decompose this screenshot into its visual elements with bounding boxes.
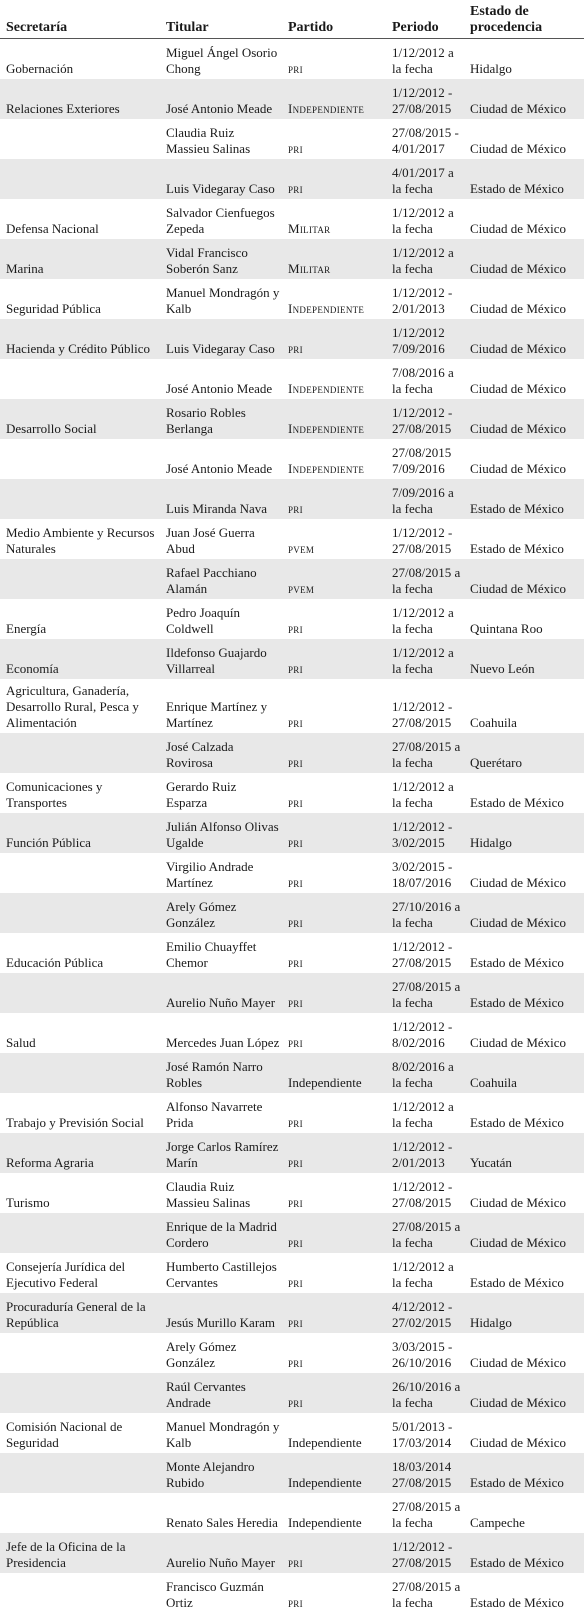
cell-titular: Emilio Chuayffet Chemor [166,939,257,970]
table-row [0,933,584,973]
cell-periodo: 18/03/2014 27/08/2015 [386,1453,464,1493]
cell-estado: Ciudad de México [464,559,584,599]
cell-secretaria: Desarrollo Social [0,399,160,439]
cell-secretaria [0,1333,160,1373]
cell-partido: pri [282,479,386,519]
cell-titular: Aurelio Nuño Mayer [160,973,282,1013]
cell-secretaria [0,119,160,159]
cell-estado: Ciudad de México [464,893,584,933]
cell-periodo: 27/08/2015 a la fecha [392,1579,461,1610]
cell-secretaria: Función Pública [0,813,160,853]
cell-estado: Estado de México [470,1595,564,1610]
cell-estado: Estado de México [470,541,564,556]
table-row [0,1213,584,1253]
cell-periodo: 1/12/2012 - 27/08/2015 [392,525,453,556]
cell-estado: Ciudad de México [470,141,567,156]
cell-partido: pri [288,1355,303,1370]
cell-periodo: 1/12/2012 - 2/01/2013 [392,285,453,316]
cell-secretaria [0,1573,160,1613]
cell-titular: Vidal Francisco Soberón Sanz [160,239,282,279]
cell-secretaria: Marina [0,239,160,279]
cell-estado: Yucatán [464,1133,584,1173]
table-row [0,399,584,439]
cell-periodo: 1/12/2012 - 8/02/2016 [392,1019,453,1050]
cell-secretaria: Agricultura, Ganadería, Desarrollo Rural, Pesca y Alimentación [6,683,139,730]
table-row [0,1373,584,1413]
table-row [0,1413,584,1453]
cell-partido: pri [282,813,386,853]
cell-titular: Pedro Joaquín Coldwell [166,605,241,636]
cell-periodo: 1/12/2012 a la fecha [392,779,454,810]
table-row [0,239,584,279]
cell-secretaria: Economía [0,639,160,679]
table-row [0,639,584,679]
cell-partido: pri [288,1275,303,1290]
cell-secretaria: Salud [6,1035,36,1050]
table-row [0,733,584,773]
table-row [0,1013,584,1053]
cell-periodo: 27/08/2015 7/09/2016 [392,445,452,476]
cell-titular: Mercedes Juan López [166,1035,280,1050]
cell-partido: Independiente [288,301,365,316]
cell-titular: Juan José Guerra Abud [166,525,255,556]
cell-secretaria [0,1213,160,1253]
cell-periodo: 27/08/2015 - 4/01/2017 [392,125,459,156]
cell-estado: Ciudad de México [470,1035,567,1050]
cell-periodo: 1/12/2012 - 27/08/2015 [386,399,464,439]
table-row [0,79,584,119]
cell-estado: Ciudad de México [470,301,567,316]
table-row [0,359,584,399]
cell-secretaria [0,733,160,773]
cell-estado: Ciudad de México [470,1355,567,1370]
table-row [0,1053,584,1093]
header-secretaria: Secretaría [0,0,160,39]
cell-estado: Estado de México [464,479,584,519]
cell-partido: Independiente [288,1515,362,1530]
table-row [0,599,584,639]
cell-periodo: 1/12/2012 7/09/2016 [386,319,464,359]
cell-estado: Ciudad de México [464,239,584,279]
cell-titular: Enrique Martínez y Martínez [166,699,268,730]
table-row [0,319,584,359]
cell-partido: pri [288,141,303,156]
cell-partido: Independiente [288,1435,362,1450]
cell-titular: Salvador Cienfuegos Zepeda [166,205,275,236]
cell-secretaria [0,159,160,199]
cell-periodo: 1/12/2012 a la fecha [392,45,454,76]
cell-partido: pri [282,639,386,679]
cell-periodo: 1/12/2012 - 27/08/2015 [392,1179,453,1210]
table-row [0,439,584,479]
cell-secretaria: Comunicaciones y Transportes [6,779,103,810]
cell-titular: Arely Gómez González [166,1339,237,1370]
table-row [0,813,584,853]
cell-periodo: 5/01/2013 - 17/03/2014 [392,1419,453,1450]
table-row [0,1293,584,1333]
cell-periodo: 27/08/2015 a la fecha [392,1499,461,1530]
table-row [0,1253,584,1293]
table-body [0,39,584,1614]
cell-secretaria [0,479,160,519]
cell-titular: Luis Videgaray Caso [160,319,282,359]
cell-secretaria [0,893,160,933]
cell-periodo: 1/12/2012 - 3/02/2015 [386,813,464,853]
cell-titular: Jesús Murillo Karam [160,1293,282,1333]
cell-partido: Independiente [282,1053,386,1093]
header-periodo: Periodo [386,0,464,39]
cell-partido: pri [282,1533,386,1573]
cell-periodo: 27/08/2015 a la fecha [386,1213,464,1253]
cell-periodo: 3/02/2015 - 18/07/2016 [392,859,453,890]
cell-secretaria: Defensa Nacional [6,221,99,236]
cell-periodo: 1/12/2012 a la fecha [386,239,464,279]
cell-periodo: 27/08/2015 a la fecha [386,733,464,773]
cell-secretaria [0,1493,160,1533]
cell-titular: Manuel Mondragón y Kalb [166,1419,280,1450]
cell-partido: pri [288,955,303,970]
header-partido: Partido [282,0,386,39]
cell-periodo: 1/12/2012 a la fecha [392,605,454,636]
cell-partido: pri [288,1195,303,1210]
cell-secretaria: Energía [6,621,47,636]
cell-partido: pri [282,733,386,773]
cell-periodo: 27/08/2015 a la fecha [386,973,464,1013]
cell-titular: Enrique de la Madrid Cordero [160,1213,282,1253]
cell-secretaria: Consejería Jurídica del Ejecutivo Federal [6,1259,126,1290]
cell-partido: Independiente [288,461,365,476]
cell-estado: Ciudad de México [464,319,584,359]
cell-periodo: 1/12/2012 - 27/08/2015 [386,79,464,119]
cell-secretaria [0,1053,160,1093]
cell-periodo: 27/10/2016 a la fecha [386,893,464,933]
table-row [0,1333,584,1373]
cell-titular: Ildefonso Guajardo Villarreal [160,639,282,679]
cell-estado: Ciudad de México [470,221,567,236]
cell-periodo: 1/12/2012 - 27/08/2015 [386,1533,464,1573]
cell-estado: Coahuila [470,715,517,730]
cell-partido: Independiente [288,381,365,396]
cell-partido: pri [282,159,386,199]
cell-titular: José Ramón Narro Robles [160,1053,282,1093]
cell-secretaria [0,1373,160,1413]
cell-estado: Estado de México [464,1533,584,1573]
cell-estado: Ciudad de México [470,461,567,476]
cell-titular: Miguel Ángel Osorio Chong [166,45,278,76]
table-row [0,1093,584,1133]
cell-secretaria [0,1453,160,1493]
cell-periodo: 1/12/2012 - 27/08/2015 [392,699,453,730]
table-row [0,199,584,239]
cell-periodo: 1/12/2012 - 27/08/2015 [392,939,453,970]
cell-titular: Virgilio Andrade Martínez [166,859,254,890]
table-row [0,893,584,933]
cell-estado: Campeche [470,1515,525,1530]
header-estado: Estado de procedencia [464,0,584,39]
cell-titular: Manuel Mondragón y Kalb [166,285,280,316]
cell-estado: Ciudad de México [470,875,567,890]
cell-partido: pri [282,893,386,933]
cell-partido: pri [288,795,303,810]
cell-secretaria: Turismo [6,1195,50,1210]
cell-periodo: 1/12/2012 - 2/01/2013 [386,1133,464,1173]
cell-partido: pri [282,1213,386,1253]
cell-partido: pvem [282,559,386,599]
table-row [0,1493,584,1533]
cell-partido: pri [288,61,303,76]
cell-partido: pri [288,1595,303,1610]
cell-periodo: 1/12/2012 a la fecha [392,1099,454,1130]
table-row [0,1453,584,1493]
cell-periodo: 1/12/2012 a la fecha [392,1259,454,1290]
cell-periodo: 7/08/2016 a la fecha [392,365,454,396]
cell-partido: pri [288,715,303,730]
cell-estado: Estado de México [470,1275,564,1290]
header-titular: Titular [160,0,282,39]
cell-secretaria: Medio Ambiente y Recursos Naturales [6,525,155,556]
table-row [0,773,584,813]
cell-titular: Humberto Castillejos Cervantes [166,1259,277,1290]
cell-partido: Militar [288,221,331,236]
table-row [0,479,584,519]
table-row [0,519,584,559]
cell-secretaria: Relaciones Exteriores [0,79,160,119]
cell-estado: Estado de México [464,973,584,1013]
cell-secretaria: Jefe de la Oficina de la Presidencia [0,1533,160,1573]
cell-titular: Francisco Guzmán Ortiz [166,1579,264,1610]
cell-titular: Claudia Ruiz Massieu Salinas [166,1179,251,1210]
cell-partido: Independiente [282,79,386,119]
cell-estado: Ciudad de México [464,1373,584,1413]
cell-secretaria: Educación Pública [6,955,104,970]
table-row [0,559,584,599]
cell-secretaria [0,559,160,599]
table-row [0,973,584,1013]
cell-estado: Estado de México [470,1115,564,1130]
cell-estado: Hidalgo [464,1293,584,1333]
cell-partido: pri [288,1115,303,1130]
cell-titular: Aurelio Nuño Mayer [160,1533,282,1573]
cell-periodo: 1/12/2012 a la fecha [386,639,464,679]
cell-periodo: 1/12/2012 a la fecha [392,205,454,236]
cell-estado: Querétaro [464,733,584,773]
cell-estado: Estado de México [470,795,564,810]
cell-partido: pri [288,875,303,890]
cell-secretaria: Procuraduría General de la República [0,1293,160,1333]
cell-titular: Alfonso Navarrete Prida [166,1099,263,1130]
table-row [0,679,584,733]
cell-titular: Gerardo Ruiz Esparza [166,779,237,810]
cell-periodo: 8/02/2016 a la fecha [386,1053,464,1093]
cell-titular: Rosario Robles Berlanga [160,399,282,439]
cell-titular: Claudia Ruiz Massieu Salinas [166,125,251,156]
cell-partido: pri [282,1373,386,1413]
cell-partido: Militar [282,239,386,279]
cell-titular: José Antonio Meade [166,461,273,476]
table-row [0,1173,584,1213]
cell-periodo: 26/10/2016 a la fecha [386,1373,464,1413]
cell-periodo: 7/09/2016 a la fecha [386,479,464,519]
cell-titular: Jorge Carlos Ramírez Marín [160,1133,282,1173]
table-row [0,1533,584,1573]
cell-secretaria [0,853,160,893]
cell-titular: Rafael Pacchiano Alamán [160,559,282,599]
cell-estado: Estado de México [464,159,584,199]
cell-titular: Monte Alejandro Rubido [160,1453,282,1493]
cell-secretaria [0,359,160,399]
cell-partido: pri [288,1035,303,1050]
cell-titular: José Calzada Rovirosa [160,733,282,773]
cell-titular: Julián Alfonso Olivas Ugalde [160,813,282,853]
cell-estado: Hidalgo [470,61,512,76]
cell-estado: Quintana Roo [470,621,543,636]
cell-secretaria: Reforma Agraria [0,1133,160,1173]
table-header-row [0,0,584,39]
table-row [0,1573,584,1613]
cell-estado: Hidalgo [464,813,584,853]
cell-periodo: 4/01/2017 a la fecha [386,159,464,199]
cell-titular: Renato Sales Heredia [166,1515,278,1530]
cell-secretaria [0,973,160,1013]
cell-partido: pri [282,973,386,1013]
cell-secretaria: Seguridad Pública [6,301,101,316]
table-row [0,39,584,80]
cell-estado: Estado de México [470,955,564,970]
cell-estado: Ciudad de México [464,399,584,439]
cell-estado: Ciudad de México [470,1435,567,1450]
cell-periodo: 3/03/2015 - 26/10/2016 [392,1339,453,1370]
table-row [0,853,584,893]
table-row [0,119,584,159]
cell-partido: pri [288,621,303,636]
cell-estado: Ciudad de México [470,381,567,396]
cell-estado: Ciudad de México [470,1195,567,1210]
cell-titular: Arely Gómez González [160,893,282,933]
cell-periodo: 4/12/2012 - 27/02/2015 [386,1293,464,1333]
cell-secretaria: Comisión Nacional de Seguridad [6,1419,123,1450]
cell-partido: pri [282,319,386,359]
cell-estado: Coahuila [464,1053,584,1093]
cell-secretaria [0,439,160,479]
cell-titular: José Antonio Meade [160,79,282,119]
cell-secretaria: Trabajo y Previsión Social [6,1115,144,1130]
cell-partido: Independiente [282,399,386,439]
cell-estado: Ciudad de México [464,79,584,119]
cell-titular: Luis Videgaray Caso [160,159,282,199]
cell-secretaria: Gobernación [6,61,74,76]
cell-periodo: 27/08/2015 a la fecha [386,559,464,599]
cell-estado: Nuevo León [464,639,584,679]
cell-partido: pri [282,1293,386,1333]
cell-titular: José Antonio Meade [166,381,273,396]
cell-estado: Ciudad de México [464,1213,584,1253]
table-row [0,159,584,199]
cell-secretaria: Hacienda y Crédito Público [0,319,160,359]
cell-partido: pvem [288,541,315,556]
cell-estado: Estado de México [464,1453,584,1493]
cell-titular: Luis Miranda Nava [160,479,282,519]
cell-partido: pri [282,1133,386,1173]
cell-titular: Raúl Cervantes Andrade [160,1373,282,1413]
table-row [0,279,584,319]
cell-partido: Independiente [282,1453,386,1493]
table-row [0,1133,584,1173]
